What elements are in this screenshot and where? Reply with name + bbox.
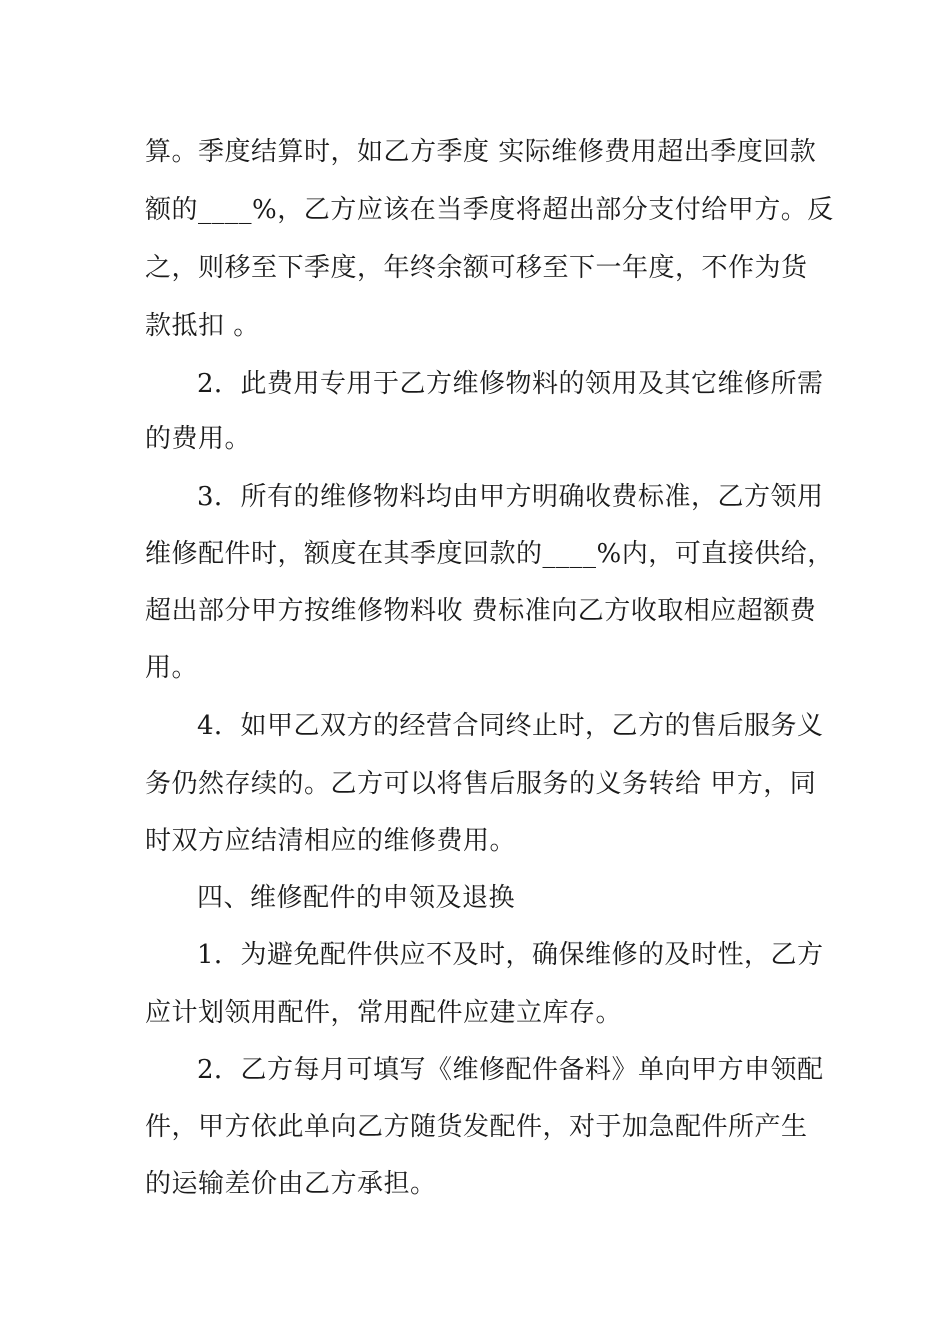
section-heading: 四、维修配件的申领及退换 [197,883,516,913]
text-line: 的费用。 [145,424,252,454]
text-line: 超出部分甲方按维修物料收 费标准向乙方收取相应超额费 [145,596,817,626]
text-line: 维修配件时，额度在其季度回款的____%内，可直接供给， [145,539,834,569]
text-line: 额的____%，乙方应该在当季度将超出部分支付给甲方。反 [145,195,834,225]
text-line: 应计划领用配件，常用配件应建立库存。 [145,998,623,1028]
text-line: 1．为避免配件供应不及时，确保维修的及时性，乙方 [197,940,824,970]
text-line: 之，则移至下季度，年终余额可移至下一年度，不作为货 [145,253,808,283]
text-line: 4．如甲乙双方的经营合同终止时，乙方的售后服务义 [197,711,824,741]
text-line: 款抵扣 。 [145,311,260,341]
text-line: 的运输差价由乙方承担。 [145,1169,437,1199]
text-line: 2．乙方每月可填写《维修配件备料》单向甲方申领配 [197,1055,824,1085]
text-line: 件，甲方依此单向乙方随货发配件，对于加急配件所产生 [145,1112,808,1142]
text-line: 算。季度结算时，如乙方季度 实际维修费用超出季度回款 [145,137,817,167]
text-line: 3．所有的维修物料均由甲方明确收费标准，乙方领用 [197,482,824,512]
text-line: 时双方应结清相应的维修费用。 [145,826,517,856]
text-line: 务仍然存续的。乙方可以将售后服务的义务转给 甲方，同 [145,769,817,799]
text-line: 2．此费用专用于乙方维修物料的领用及其它维修所需 [197,369,824,399]
text-line: 用。 [145,653,199,683]
